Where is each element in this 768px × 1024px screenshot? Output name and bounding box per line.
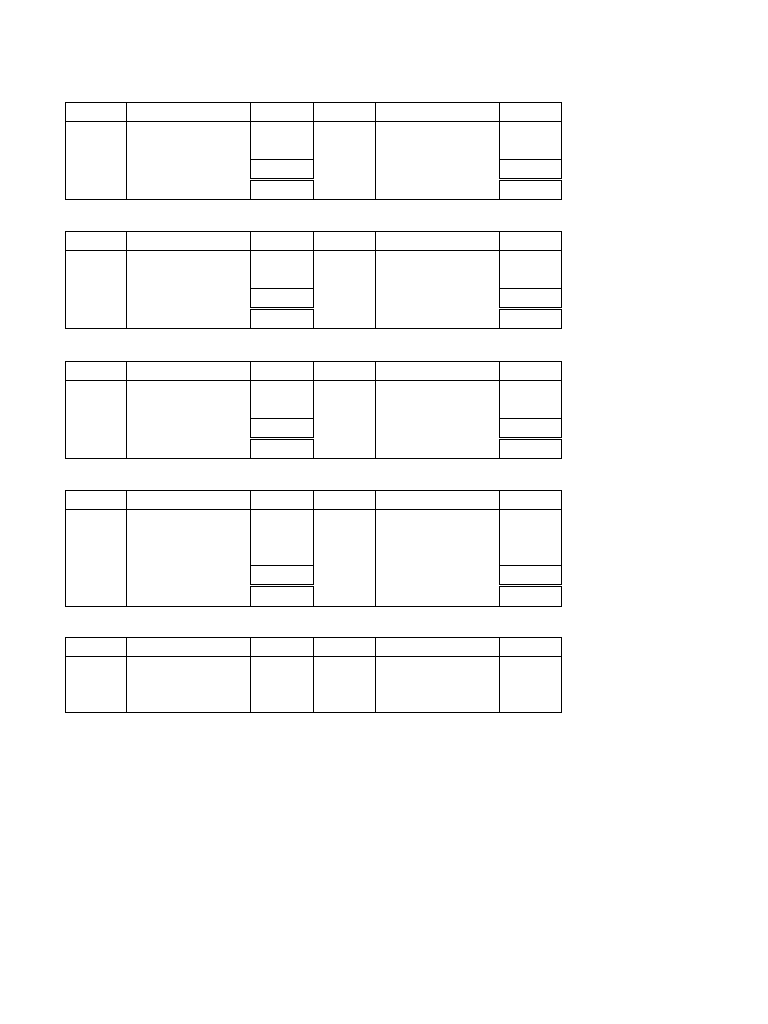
table-row	[66, 547, 562, 566]
credit-amount	[500, 400, 562, 419]
debit-amount	[251, 657, 314, 676]
debit-desc	[127, 547, 251, 566]
credit-amount	[500, 141, 562, 160]
debit-date	[66, 510, 127, 529]
credit-desc	[376, 418, 500, 438]
debit-desc	[127, 180, 251, 200]
table-row	[66, 141, 562, 160]
credit-amount	[500, 676, 562, 694]
debit-date	[66, 566, 127, 586]
credit-date	[314, 529, 376, 547]
credit-date	[314, 381, 376, 400]
header-desc	[127, 103, 251, 122]
debit-date	[66, 180, 127, 200]
credit-date	[314, 180, 376, 200]
table-row	[66, 510, 562, 529]
credit-desc	[376, 159, 500, 179]
table-row	[66, 381, 562, 400]
credit-desc	[376, 141, 500, 160]
debit-desc	[127, 159, 251, 179]
credit-total	[500, 418, 562, 438]
debit-amount	[251, 547, 314, 566]
credit-desc	[376, 122, 500, 141]
debit-desc	[127, 657, 251, 676]
header-desc	[376, 362, 500, 381]
debit-desc	[127, 566, 251, 586]
credit-desc	[376, 381, 500, 400]
header-amount	[251, 491, 314, 510]
credit-amount	[500, 529, 562, 547]
header-date	[314, 103, 376, 122]
credit-date	[314, 418, 376, 438]
credit-total	[500, 288, 562, 308]
credit-total	[500, 566, 562, 586]
credit-desc	[376, 694, 500, 713]
table-row	[66, 657, 562, 676]
debit-desc	[127, 676, 251, 694]
debit-date	[66, 251, 127, 270]
debit-amount	[251, 400, 314, 419]
debit-desc	[127, 288, 251, 308]
table-row	[66, 566, 562, 586]
credit-desc	[376, 676, 500, 694]
table-row	[66, 288, 562, 308]
debit-date	[66, 657, 127, 676]
credit-date	[314, 400, 376, 419]
credit-amount	[500, 547, 562, 566]
credit-desc	[376, 309, 500, 329]
table-row	[66, 122, 562, 141]
debit-total	[251, 288, 314, 308]
header-date	[314, 362, 376, 381]
debit-amount	[251, 676, 314, 694]
table-row	[66, 529, 562, 547]
credit-amount	[500, 657, 562, 676]
debit-amount	[251, 439, 314, 459]
credit-date	[314, 159, 376, 179]
debit-desc	[127, 694, 251, 713]
credit-desc	[376, 586, 500, 606]
credit-desc	[376, 510, 500, 529]
table-row	[66, 251, 562, 270]
debit-date	[66, 547, 127, 566]
debit-desc	[127, 141, 251, 160]
debit-date	[66, 676, 127, 694]
header-desc	[376, 232, 500, 251]
credit-desc	[376, 251, 500, 270]
debit-date	[66, 288, 127, 308]
debit-date	[66, 694, 127, 713]
credit-date	[314, 270, 376, 289]
credit-date	[314, 288, 376, 308]
header-amount	[251, 232, 314, 251]
debit-desc	[127, 439, 251, 459]
ledger-table	[65, 102, 562, 200]
header-amount	[500, 103, 562, 122]
debit-amount	[251, 251, 314, 270]
credit-date	[314, 566, 376, 586]
table-row	[66, 180, 562, 200]
header-desc	[127, 638, 251, 657]
credit-date	[314, 251, 376, 270]
credit-desc	[376, 547, 500, 566]
header-desc	[127, 232, 251, 251]
credit-date	[314, 309, 376, 329]
credit-desc	[376, 439, 500, 459]
header-amount	[500, 362, 562, 381]
debit-desc	[127, 400, 251, 419]
credit-date	[314, 547, 376, 566]
debit-date	[66, 270, 127, 289]
table-row	[66, 309, 562, 329]
credit-desc	[376, 657, 500, 676]
header-amount	[500, 232, 562, 251]
header-amount	[500, 491, 562, 510]
credit-desc	[376, 270, 500, 289]
header-date	[66, 491, 127, 510]
header-date	[66, 638, 127, 657]
credit-amount	[500, 180, 562, 200]
debit-desc	[127, 309, 251, 329]
credit-date	[314, 676, 376, 694]
debit-amount	[251, 180, 314, 200]
ledger-table	[65, 231, 562, 329]
credit-date	[314, 694, 376, 713]
debit-amount	[251, 381, 314, 400]
debit-amount	[251, 529, 314, 547]
table-row	[66, 439, 562, 459]
debit-amount	[251, 270, 314, 289]
credit-desc	[376, 288, 500, 308]
debit-desc	[127, 122, 251, 141]
credit-date	[314, 141, 376, 160]
debit-date	[66, 586, 127, 606]
debit-amount	[251, 141, 314, 160]
header-desc	[376, 638, 500, 657]
header-date	[66, 232, 127, 251]
credit-date	[314, 657, 376, 676]
credit-desc	[376, 180, 500, 200]
credit-amount	[500, 381, 562, 400]
debit-total	[251, 566, 314, 586]
credit-amount	[500, 309, 562, 329]
header-amount	[251, 103, 314, 122]
ledger-table	[65, 361, 562, 459]
debit-date	[66, 418, 127, 438]
debit-total	[251, 159, 314, 179]
debit-date	[66, 309, 127, 329]
debit-amount	[251, 122, 314, 141]
ledger-table	[65, 490, 562, 607]
table-row	[66, 159, 562, 179]
credit-amount	[500, 439, 562, 459]
table-row	[66, 694, 562, 713]
credit-total	[500, 159, 562, 179]
credit-amount	[500, 694, 562, 713]
table-row	[66, 586, 562, 606]
header-date	[314, 638, 376, 657]
debit-amount	[251, 586, 314, 606]
debit-desc	[127, 510, 251, 529]
header-desc	[376, 103, 500, 122]
credit-amount	[500, 270, 562, 289]
header-desc	[376, 491, 500, 510]
credit-amount	[500, 122, 562, 141]
header-amount	[251, 362, 314, 381]
credit-amount	[500, 586, 562, 606]
debit-date	[66, 141, 127, 160]
debit-desc	[127, 251, 251, 270]
header-amount	[500, 638, 562, 657]
debit-desc	[127, 270, 251, 289]
header-date	[314, 232, 376, 251]
debit-date	[66, 159, 127, 179]
header-desc	[127, 362, 251, 381]
credit-desc	[376, 566, 500, 586]
credit-desc	[376, 529, 500, 547]
header-date	[66, 362, 127, 381]
debit-desc	[127, 381, 251, 400]
table-row	[66, 270, 562, 289]
debit-amount	[251, 694, 314, 713]
header-amount	[251, 638, 314, 657]
header-date	[314, 491, 376, 510]
debit-date	[66, 122, 127, 141]
debit-date	[66, 400, 127, 419]
debit-date	[66, 381, 127, 400]
credit-date	[314, 510, 376, 529]
debit-date	[66, 439, 127, 459]
credit-amount	[500, 510, 562, 529]
table-row	[66, 676, 562, 694]
header-desc	[127, 491, 251, 510]
debit-amount	[251, 309, 314, 329]
credit-amount	[500, 251, 562, 270]
debit-total	[251, 418, 314, 438]
credit-date	[314, 439, 376, 459]
credit-date	[314, 586, 376, 606]
debit-amount	[251, 510, 314, 529]
header-date	[66, 103, 127, 122]
credit-desc	[376, 400, 500, 419]
table-row	[66, 418, 562, 438]
debit-desc	[127, 529, 251, 547]
credit-date	[314, 122, 376, 141]
ledger-table	[65, 637, 562, 713]
debit-desc	[127, 586, 251, 606]
debit-date	[66, 529, 127, 547]
table-row	[66, 400, 562, 419]
debit-desc	[127, 418, 251, 438]
